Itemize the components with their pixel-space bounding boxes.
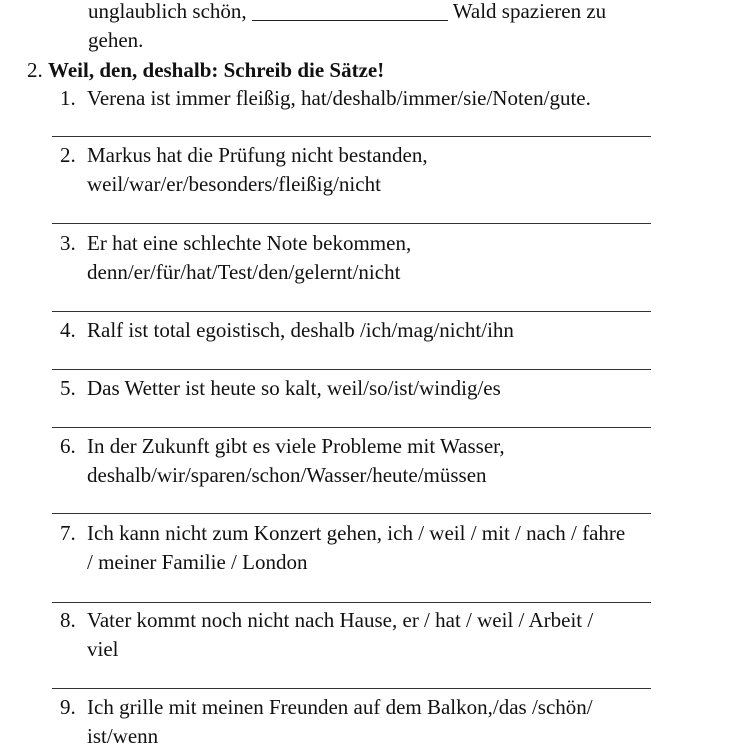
answer-line-7[interactable] <box>52 602 651 603</box>
item-prompt-line: Ich grille mit meinen Freunden auf dem Balkon,/das /schön/ <box>87 695 593 719</box>
item-prompt-line: deshalb/wir/sparen/schon/Wasser/heute/müssen <box>87 463 487 487</box>
item-prompt-line: In der Zukunft gibt es viele Probleme mit Wasser, <box>87 434 505 458</box>
item-number: 9. <box>60 695 76 719</box>
item-prompt-line: Er hat eine schlechte Note bekommen, <box>87 231 412 255</box>
item-number: 5. <box>60 376 76 400</box>
exercise-heading <box>27 56 384 85</box>
exercise-item-1 <box>60 84 740 113</box>
previous-exercise-tail <box>88 0 738 55</box>
answer-line-3[interactable] <box>52 311 651 312</box>
exercise-item-5 <box>60 374 740 403</box>
exercise-number: 2. <box>27 58 43 82</box>
exercise-item-7 <box>60 519 740 577</box>
answer-line-4[interactable] <box>52 369 651 370</box>
previous-exercise-text: Wald spazieren zu <box>452 0 607 23</box>
previous-exercise-text: unglaublich schön, <box>88 0 247 23</box>
answer-line-6[interactable] <box>52 513 651 514</box>
item-prompt-line: weil/war/er/besonders/fleißig/nicht <box>87 172 381 196</box>
item-number: 2. <box>60 143 76 167</box>
answer-line-5[interactable] <box>52 427 651 428</box>
exercise-item-6 <box>60 432 740 490</box>
item-prompt-line: ist/wenn <box>87 724 159 748</box>
previous-exercise-line-1 <box>88 0 738 26</box>
item-prompt-line: Markus hat die Prüfung nicht bestanden, <box>87 143 428 167</box>
item-prompt-line: Ralf ist total egoistisch, deshalb /ich/mag/nicht/ihn <box>87 318 514 342</box>
exercise-item-3 <box>60 229 740 287</box>
answer-line-8[interactable] <box>52 688 651 689</box>
exercise-item-8 <box>60 606 740 664</box>
item-prompt-line: Das Wetter ist heute so kalt, weil/so/ist/windig/es <box>87 376 501 400</box>
item-number: 7. <box>60 521 76 545</box>
fill-in-blank[interactable] <box>252 0 448 21</box>
answer-line-2[interactable] <box>52 223 651 224</box>
item-prompt-line: Vater kommt noch nicht nach Hause, er / hat / weil / Arbeit / <box>87 608 594 632</box>
item-prompt-line: Ich kann nicht zum Konzert gehen, ich / weil / mit / nach / fahre <box>87 521 626 545</box>
item-prompt-line: Verena ist immer fleißig, hat/deshalb/immer/sie/Noten/gute. <box>87 86 591 110</box>
item-number: 6. <box>60 434 76 458</box>
item-number: 8. <box>60 608 76 632</box>
item-number: 1. <box>60 86 76 110</box>
item-prompt-line: denn/er/für/hat/Test/den/gelernt/nicht <box>87 260 401 284</box>
exercise-title: Weil, den, deshalb: Schreib die Sätze! <box>48 58 385 82</box>
previous-exercise-line-2: gehen. <box>88 28 144 52</box>
exercise-item-2 <box>60 141 740 199</box>
exercise-item-4 <box>60 316 740 345</box>
item-prompt-line: / meiner Familie / London <box>87 550 308 574</box>
item-prompt-line: viel <box>87 637 119 661</box>
item-number: 3. <box>60 231 76 255</box>
answer-line-1[interactable] <box>52 136 651 137</box>
exercise-item-9 <box>60 693 740 751</box>
item-number: 4. <box>60 318 76 342</box>
